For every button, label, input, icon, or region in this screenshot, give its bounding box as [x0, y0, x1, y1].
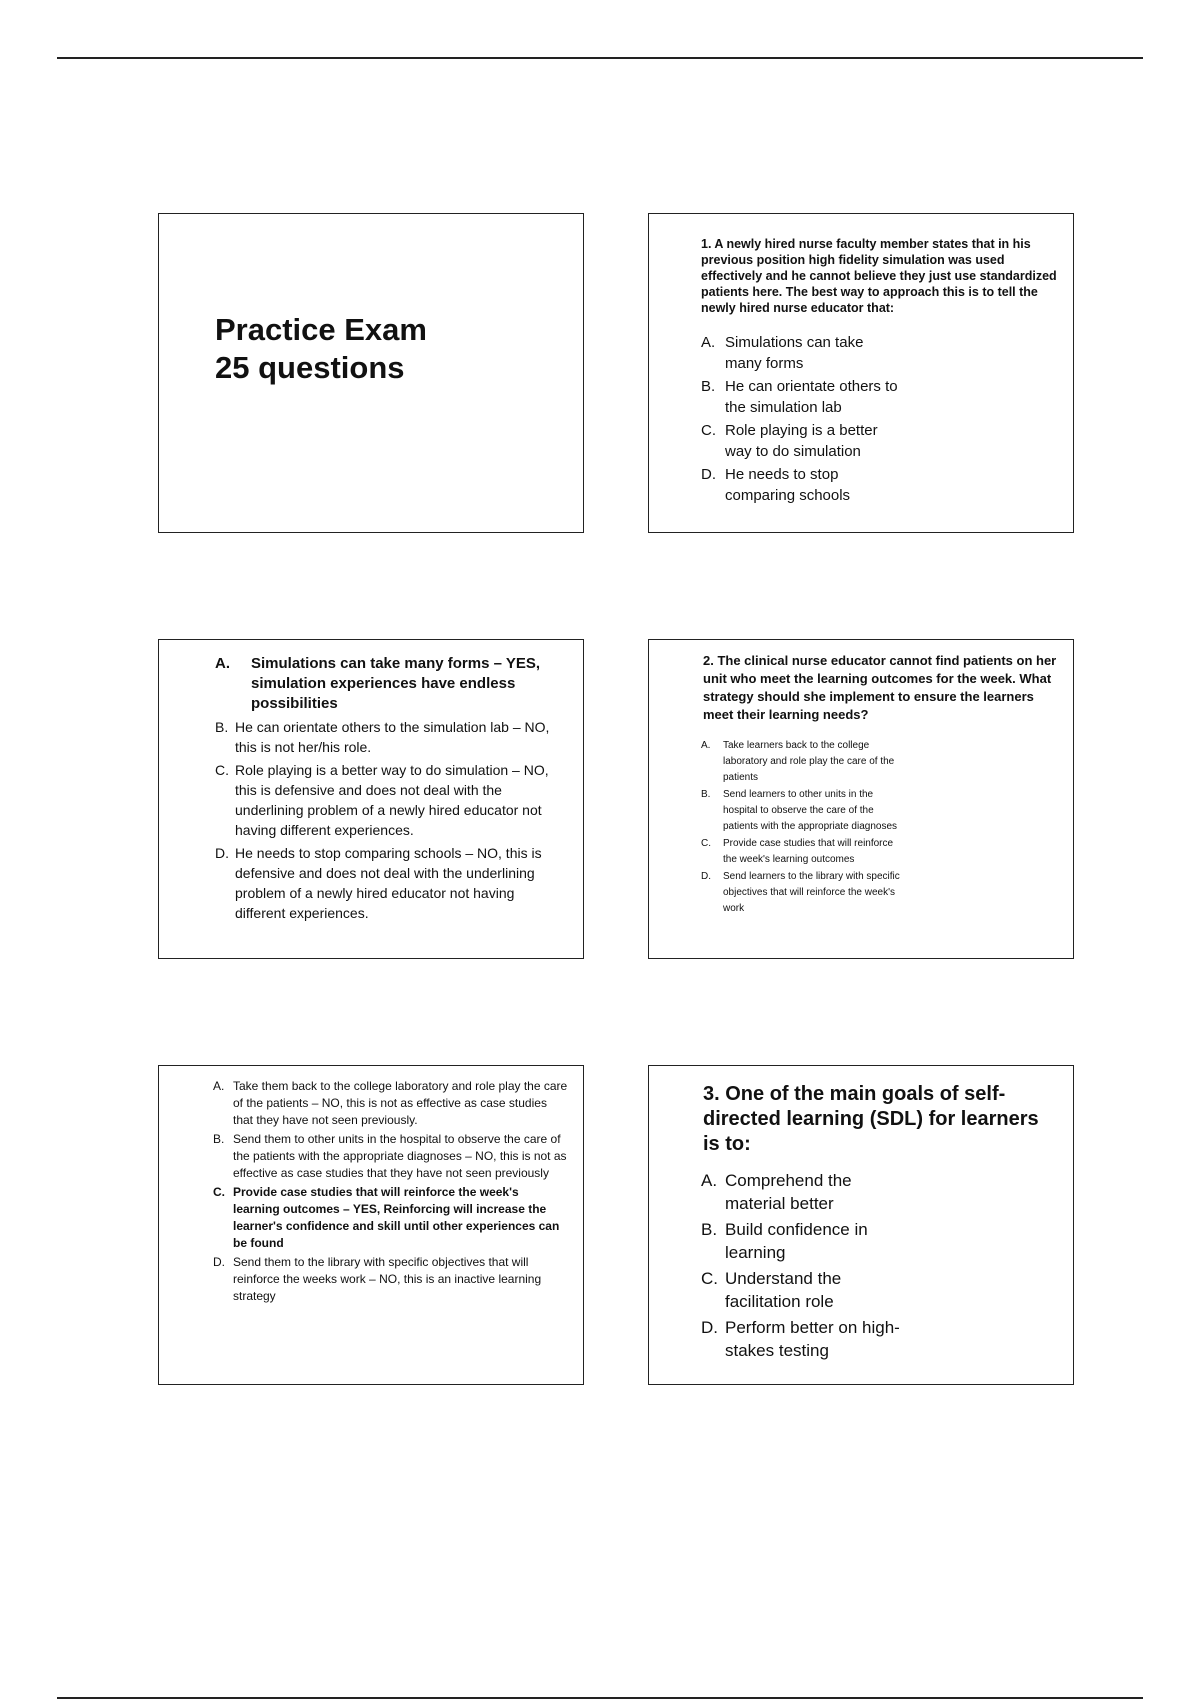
- option-text: Build confidence in learning: [725, 1220, 868, 1262]
- answer-a-correct: [215, 654, 567, 714]
- answer-c-correct: [213, 1184, 568, 1252]
- option-text: Send them to the library with specific objectives that will reinforce the weeks work – NO, this is an inactive learning strategy: [233, 1255, 542, 1303]
- option-letter: B.: [701, 1220, 718, 1239]
- option-letter: C.: [701, 1269, 718, 1288]
- top-rule: [57, 57, 1143, 59]
- answer-a: [213, 1078, 568, 1129]
- question-2-options: [701, 738, 906, 918]
- option-letter: C.: [213, 1185, 225, 1199]
- slide-answer-2: [158, 1065, 584, 1385]
- slide-question-3: [648, 1065, 1074, 1385]
- answer-d: [215, 843, 567, 923]
- option-letter: D.: [213, 1255, 225, 1269]
- option-d: [701, 1316, 901, 1362]
- option-text: Provide case studies that will reinforce the week's learning outcomes – YES, Reinforcing will increase the learner's confidence and skill until other experiences can be found: [233, 1185, 560, 1250]
- option-text: Perform better on high-stakes testing: [725, 1318, 900, 1360]
- answer-2-options: [213, 1078, 568, 1307]
- answer-1-options: [215, 654, 567, 926]
- option-text: Take learners back to the college laboratory and role play the care of the patients: [723, 740, 895, 783]
- option-text: Simulations can take many forms – YES, simulation experiences have endless possibilities: [251, 655, 540, 712]
- option-d: [701, 869, 906, 917]
- question-1-options: [701, 332, 901, 508]
- option-text: Take them back to the college laboratory and role play the care of the patients – NO, this is not as effective as case studies that they have not seen previously.: [233, 1079, 568, 1127]
- option-a: [701, 1169, 901, 1215]
- question-1-text: 1. A newly hired nurse faculty member states that in his previous position high fidelity simulation was used effectively and he cannot believe they just use standardized patients here. The best way to approach this is to tell the newly hired nurse educator that:: [701, 237, 1057, 315]
- option-a: [701, 738, 906, 786]
- question-3-text: 3. One of the main goals of self-directed learning (SDL) for learners is to:: [703, 1083, 1039, 1155]
- option-b: [701, 787, 906, 835]
- option-letter: A.: [215, 655, 230, 672]
- slide-question-1: [648, 213, 1074, 533]
- option-text: He can orientate others to the simulation lab: [725, 378, 898, 416]
- answer-b: [215, 717, 567, 757]
- option-letter: A.: [701, 1171, 718, 1190]
- option-letter: B.: [701, 378, 716, 395]
- option-letter: B.: [701, 789, 711, 800]
- slide-title-text: [215, 311, 427, 387]
- option-text: Role playing is a better way to do simulation: [725, 422, 878, 460]
- option-text: He needs to stop comparing schools – NO, this is defensive and does not deal with the underlining problem of a newly hired educator not having different experiences.: [235, 845, 542, 921]
- option-text: Provide case studies that will reinforce the week's learning outcomes: [723, 838, 894, 865]
- option-a: [701, 332, 901, 374]
- option-letter: D.: [701, 1318, 718, 1337]
- title-line-2: 25 questions: [215, 350, 405, 385]
- option-text: He can orientate others to the simulation lab – NO, this is not her/his role.: [235, 719, 550, 755]
- option-letter: D.: [701, 871, 711, 882]
- option-d: [701, 464, 901, 506]
- option-text: He needs to stop comparing schools: [725, 466, 851, 504]
- slide-title: [158, 213, 584, 533]
- option-text: Comprehend the material better: [725, 1171, 852, 1213]
- option-letter: A.: [701, 740, 711, 751]
- option-text: Role playing is a better way to do simulation – NO, this is defensive and does not deal with the underlining problem of a newly hired educator not having different experiences.: [235, 762, 549, 838]
- option-c: [701, 1267, 901, 1313]
- answer-c: [215, 760, 567, 840]
- option-letter: D.: [701, 466, 716, 483]
- slide-answer-1: [158, 639, 584, 959]
- option-b: [701, 376, 901, 418]
- option-letter: A.: [701, 334, 716, 351]
- slide-question-2: [648, 639, 1074, 959]
- option-letter: B.: [215, 719, 229, 735]
- option-text: Send learners to the library with specific objectives that will reinforce the week's work: [723, 871, 900, 914]
- option-letter: B.: [213, 1132, 225, 1146]
- question-3-options: [701, 1169, 901, 1365]
- option-text: Simulations can take many forms: [725, 334, 864, 372]
- answer-b: [213, 1131, 568, 1182]
- option-c: [701, 836, 906, 868]
- option-b: [701, 1218, 901, 1264]
- option-text: Send them to other units in the hospital to observe the care of the patients with the appropriate diagnoses – NO, this is not as effective as case studies that they have not seen previously: [233, 1132, 567, 1180]
- answer-d: [213, 1254, 568, 1305]
- bottom-rule: [57, 1697, 1143, 1699]
- option-text: Understand the facilitation role: [725, 1269, 842, 1311]
- option-letter: C.: [701, 422, 716, 439]
- option-letter: D.: [215, 845, 229, 861]
- option-c: [701, 420, 901, 462]
- option-letter: C.: [215, 762, 229, 778]
- option-text: Send learners to other units in the hospital to observe the care of the patients with the appropriate diagnoses: [723, 789, 898, 832]
- question-2-text: 2. The clinical nurse educator cannot find patients on her unit who meet the learning outcomes for the week. What strategy should she implement to ensure the learners meet their learning needs?: [703, 653, 1057, 722]
- option-letter: C.: [701, 838, 711, 849]
- option-letter: A.: [213, 1079, 225, 1093]
- title-line-1: Practice Exam: [215, 312, 427, 347]
